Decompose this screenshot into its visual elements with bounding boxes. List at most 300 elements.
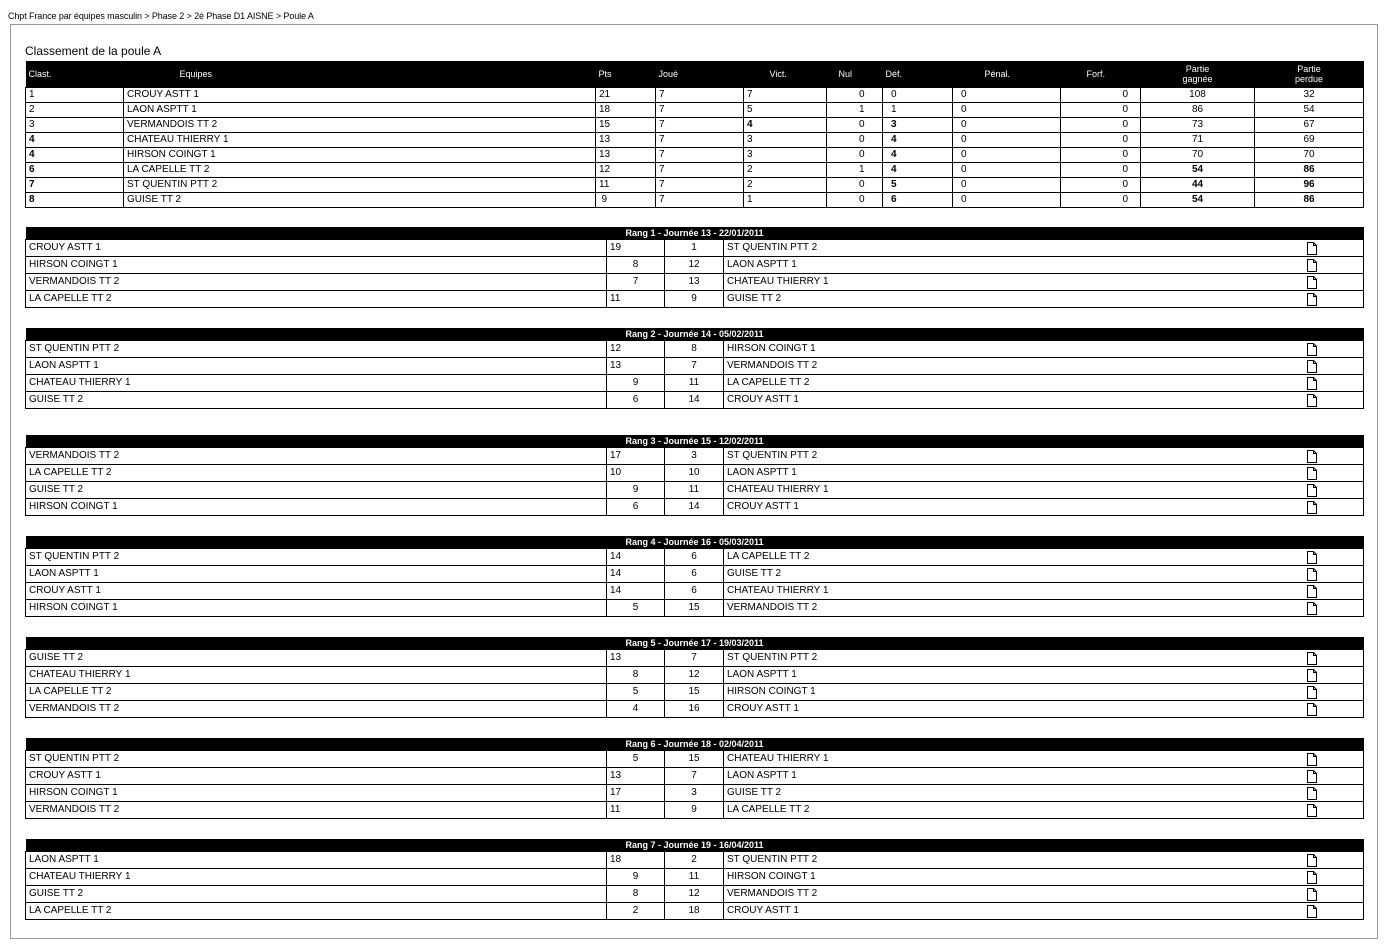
- match-row: [26, 583, 1364, 600]
- ranking-cell-def: 0: [883, 88, 953, 103]
- match-home-team: LA CAPELLE TT 2: [26, 465, 607, 482]
- document-icon[interactable]: [1307, 905, 1317, 918]
- match-home-score: 9: [607, 869, 665, 886]
- match-away-score: 16: [665, 701, 724, 718]
- match-home-score: 9: [607, 482, 665, 499]
- document-icon[interactable]: [1307, 501, 1317, 514]
- match-away-team: HIRSON COINGT 1: [724, 869, 1304, 886]
- match-sheet-cell: [1304, 802, 1364, 819]
- ranking-row: [26, 148, 1364, 163]
- match-sheet-cell: [1304, 274, 1364, 291]
- match-row: [26, 257, 1364, 274]
- ranking-cell-penal: 0: [953, 88, 1061, 103]
- match-row: [26, 768, 1364, 785]
- ranking-cell-def: 4: [883, 163, 953, 178]
- match-row: [26, 701, 1364, 718]
- round-header-row: [26, 839, 1364, 852]
- match-home-team: GUISE TT 2: [26, 482, 607, 499]
- ranking-cell-pts: 21: [596, 88, 656, 103]
- document-icon[interactable]: [1307, 770, 1317, 783]
- document-icon[interactable]: [1307, 360, 1317, 373]
- match-away-score: 1: [665, 240, 724, 257]
- match-home-score: 8: [607, 667, 665, 684]
- match-home-team: GUISE TT 2: [26, 650, 607, 667]
- breadcrumb: Chpt France par équipes masculin > Phase 2 > 2è Phase D1 AISNE > Poule A: [8, 11, 314, 21]
- round-header-row: [26, 328, 1364, 341]
- round-header-row: [26, 738, 1364, 751]
- round-table: [25, 227, 1364, 308]
- ranking-cell-def: 1: [883, 103, 953, 118]
- match-away-score: 9: [665, 802, 724, 819]
- ranking-row: [26, 163, 1364, 178]
- match-away-score: 15: [665, 751, 724, 768]
- document-icon[interactable]: [1307, 242, 1317, 255]
- header-partie-perdue-line1: Partie: [1297, 64, 1321, 74]
- match-away-score: 12: [665, 886, 724, 903]
- match-away-team: LAON ASPTT 1: [724, 667, 1304, 684]
- match-sheet-cell: [1304, 257, 1364, 274]
- match-row: [26, 240, 1364, 257]
- ranking-cell-forf: 0: [1061, 178, 1141, 193]
- match-home-score: 17: [607, 448, 665, 465]
- match-home-score: 14: [607, 583, 665, 600]
- match-home-team: LA CAPELLE TT 2: [26, 684, 607, 701]
- match-sheet-cell: [1304, 852, 1364, 869]
- ranking-cell-clast: 4: [26, 148, 124, 163]
- round-title: Rang 7 - Journée 19 - 16/04/2011: [26, 839, 1364, 852]
- ranking-cell-nul: 1: [827, 163, 883, 178]
- match-home-score: 5: [607, 600, 665, 617]
- header-partie-perdue-line2: perdue: [1294, 74, 1324, 84]
- match-sheet-cell: [1304, 903, 1364, 920]
- ranking-cell-vict: 3: [744, 148, 827, 163]
- match-home-score: 10: [607, 465, 665, 482]
- ranking-cell-vict: 7: [744, 88, 827, 103]
- match-row: [26, 600, 1364, 617]
- match-home-team: HIRSON COINGT 1: [26, 499, 607, 516]
- match-row: [26, 375, 1364, 392]
- ranking-cell-forf: 0: [1061, 148, 1141, 163]
- round-table: [25, 637, 1364, 718]
- match-away-team: LAON ASPTT 1: [724, 768, 1304, 785]
- round-title: Rang 4 - Journée 16 - 05/03/2011: [26, 536, 1364, 549]
- ranking-cell-forf: 0: [1061, 103, 1141, 118]
- ranking-cell-joue: 7: [656, 103, 744, 118]
- document-icon[interactable]: [1307, 585, 1317, 598]
- match-home-score: 7: [607, 274, 665, 291]
- match-home-team: CHATEAU THIERRY 1: [26, 869, 607, 886]
- ranking-cell-pg: 70: [1141, 148, 1255, 163]
- document-icon[interactable]: [1307, 551, 1317, 564]
- match-away-team: CROUY ASTT 1: [724, 392, 1304, 409]
- match-home-score: 18: [607, 852, 665, 869]
- match-home-score: 8: [607, 257, 665, 274]
- match-away-team: VERMANDOIS TT 2: [724, 358, 1304, 375]
- match-home-team: LAON ASPTT 1: [26, 852, 607, 869]
- ranking-cell-vict: 3: [744, 133, 827, 148]
- round-header-row: [26, 637, 1364, 650]
- document-icon[interactable]: [1307, 871, 1317, 884]
- match-row: [26, 802, 1364, 819]
- ranking-row: [26, 133, 1364, 148]
- match-home-score: 4: [607, 701, 665, 718]
- document-icon[interactable]: [1307, 753, 1317, 766]
- match-row: [26, 448, 1364, 465]
- ranking-cell-nul: 0: [827, 118, 883, 133]
- ranking-cell-team: CROUY ASTT 1: [124, 88, 596, 103]
- ranking-cell-penal: 0: [953, 193, 1061, 208]
- match-home-score: 13: [607, 768, 665, 785]
- ranking-cell-pg: 54: [1141, 163, 1255, 178]
- header-def: Déf.: [883, 61, 953, 88]
- header-penal: Pénal.: [953, 61, 1061, 88]
- round-table: [25, 738, 1364, 819]
- match-away-team: ST QUENTIN PTT 2: [724, 448, 1304, 465]
- ranking-row: [26, 178, 1364, 193]
- match-row: [26, 852, 1364, 869]
- match-sheet-cell: [1304, 358, 1364, 375]
- header-joue: Joué: [656, 61, 744, 88]
- match-home-team: HIRSON COINGT 1: [26, 785, 607, 802]
- match-away-score: 11: [665, 375, 724, 392]
- match-away-team: ST QUENTIN PTT 2: [724, 240, 1304, 257]
- match-sheet-cell: [1304, 549, 1364, 566]
- document-icon[interactable]: [1307, 602, 1317, 615]
- match-away-team: CHATEAU THIERRY 1: [724, 482, 1304, 499]
- match-away-score: 13: [665, 274, 724, 291]
- match-home-team: ST QUENTIN PTT 2: [26, 341, 607, 358]
- ranking-cell-team: GUISE TT 2: [124, 193, 596, 208]
- match-row: [26, 650, 1364, 667]
- match-away-team: CROUY ASTT 1: [724, 903, 1304, 920]
- match-sheet-cell: [1304, 392, 1364, 409]
- ranking-cell-penal: 0: [953, 133, 1061, 148]
- match-away-score: 7: [665, 358, 724, 375]
- ranking-cell-team: HIRSON COINGT 1: [124, 148, 596, 163]
- match-sheet-cell: [1304, 341, 1364, 358]
- ranking-cell-joue: 7: [656, 148, 744, 163]
- ranking-cell-pts: 13: [596, 133, 656, 148]
- ranking-cell-pp: 70: [1255, 148, 1364, 163]
- match-row: [26, 684, 1364, 701]
- ranking-cell-clast: 8: [26, 193, 124, 208]
- document-icon[interactable]: [1307, 804, 1317, 817]
- match-home-score: 8: [607, 886, 665, 903]
- ranking-cell-pg: 54: [1141, 193, 1255, 208]
- ranking-cell-pg: 44: [1141, 178, 1255, 193]
- round-header-row: [26, 536, 1364, 549]
- match-sheet-cell: [1304, 886, 1364, 903]
- ranking-cell-pg: 73: [1141, 118, 1255, 133]
- document-icon[interactable]: [1307, 854, 1317, 867]
- ranking-cell-pp: 54: [1255, 103, 1364, 118]
- match-away-score: 7: [665, 768, 724, 785]
- match-row: [26, 291, 1364, 308]
- match-row: [26, 482, 1364, 499]
- document-icon[interactable]: [1307, 259, 1317, 272]
- match-away-score: 2: [665, 852, 724, 869]
- round-table: [25, 839, 1364, 920]
- match-away-team: LA CAPELLE TT 2: [724, 375, 1304, 392]
- match-sheet-cell: [1304, 291, 1364, 308]
- match-away-team: CHATEAU THIERRY 1: [724, 583, 1304, 600]
- match-row: [26, 499, 1364, 516]
- match-away-team: LAON ASPTT 1: [724, 465, 1304, 482]
- ranking-cell-pts: 15: [596, 118, 656, 133]
- header-pts: Pts: [596, 61, 656, 88]
- match-home-team: VERMANDOIS TT 2: [26, 701, 607, 718]
- match-away-team: GUISE TT 2: [724, 785, 1304, 802]
- round-title: Rang 5 - Journée 17 - 19/03/2011: [26, 637, 1364, 650]
- ranking-cell-nul: 1: [827, 103, 883, 118]
- match-away-score: 14: [665, 392, 724, 409]
- match-away-team: CROUY ASTT 1: [724, 701, 1304, 718]
- ranking-cell-nul: 0: [827, 88, 883, 103]
- match-away-score: 12: [665, 257, 724, 274]
- match-home-team: LA CAPELLE TT 2: [26, 291, 607, 308]
- match-away-team: VERMANDOIS TT 2: [724, 600, 1304, 617]
- match-row: [26, 869, 1364, 886]
- document-icon[interactable]: [1307, 343, 1317, 356]
- round-table: [25, 328, 1364, 409]
- ranking-cell-def: 4: [883, 133, 953, 148]
- round-title: Rang 6 - Journée 18 - 02/04/2011: [26, 738, 1364, 751]
- ranking-cell-team: VERMANDOIS TT 2: [124, 118, 596, 133]
- ranking-cell-team: ST QUENTIN PTT 2: [124, 178, 596, 193]
- ranking-cell-pg: 86: [1141, 103, 1255, 118]
- match-row: [26, 549, 1364, 566]
- match-away-score: 10: [665, 465, 724, 482]
- match-away-team: CHATEAU THIERRY 1: [724, 274, 1304, 291]
- document-icon[interactable]: [1307, 888, 1317, 901]
- ranking-cell-pg: 71: [1141, 133, 1255, 148]
- ranking-cell-pp: 86: [1255, 163, 1364, 178]
- ranking-cell-pp: 67: [1255, 118, 1364, 133]
- ranking-row: [26, 193, 1364, 208]
- match-row: [26, 358, 1364, 375]
- match-away-score: 3: [665, 785, 724, 802]
- match-sheet-cell: [1304, 499, 1364, 516]
- match-sheet-cell: [1304, 448, 1364, 465]
- match-home-team: ST QUENTIN PTT 2: [26, 549, 607, 566]
- document-icon[interactable]: [1307, 568, 1317, 581]
- document-icon[interactable]: [1307, 669, 1317, 682]
- match-away-team: CROUY ASTT 1: [724, 499, 1304, 516]
- match-home-score: 19: [607, 240, 665, 257]
- ranking-cell-clast: 2: [26, 103, 124, 118]
- match-sheet-cell: [1304, 768, 1364, 785]
- match-sheet-cell: [1304, 869, 1364, 886]
- ranking-cell-vict: 1: [744, 193, 827, 208]
- match-away-score: 12: [665, 667, 724, 684]
- ranking-cell-pts: 11: [596, 178, 656, 193]
- document-icon[interactable]: [1307, 467, 1317, 480]
- match-home-score: 12: [607, 341, 665, 358]
- match-away-score: 11: [665, 482, 724, 499]
- ranking-cell-joue: 7: [656, 193, 744, 208]
- match-row: [26, 751, 1364, 768]
- round-title: Rang 2 - Journée 14 - 05/02/2011: [26, 328, 1364, 341]
- round-table: [25, 435, 1364, 516]
- document-icon[interactable]: [1307, 276, 1317, 289]
- ranking-cell-pp: 32: [1255, 88, 1364, 103]
- match-away-score: 15: [665, 600, 724, 617]
- ranking-cell-pp: 96: [1255, 178, 1364, 193]
- document-icon[interactable]: [1307, 703, 1317, 716]
- ranking-cell-joue: 7: [656, 133, 744, 148]
- ranking-cell-clast: 6: [26, 163, 124, 178]
- document-icon[interactable]: [1307, 394, 1317, 407]
- ranking-cell-pts: 9: [596, 193, 656, 208]
- document-icon[interactable]: [1307, 377, 1317, 390]
- match-home-team: LA CAPELLE TT 2: [26, 903, 607, 920]
- match-row: [26, 785, 1364, 802]
- match-row: [26, 274, 1364, 291]
- match-home-team: CROUY ASTT 1: [26, 768, 607, 785]
- ranking-cell-nul: 0: [827, 193, 883, 208]
- match-sheet-cell: [1304, 375, 1364, 392]
- ranking-cell-pts: 12: [596, 163, 656, 178]
- match-away-score: 15: [665, 684, 724, 701]
- header-partie-gagnee-line1: Partie: [1185, 64, 1210, 74]
- match-away-team: ST QUENTIN PTT 2: [724, 852, 1304, 869]
- ranking-cell-clast: 3: [26, 118, 124, 133]
- ranking-cell-clast: 4: [26, 133, 124, 148]
- match-away-team: GUISE TT 2: [724, 291, 1304, 308]
- match-sheet-cell: [1304, 240, 1364, 257]
- ranking-cell-forf: 0: [1061, 163, 1141, 178]
- ranking-cell-vict: 2: [744, 178, 827, 193]
- match-away-team: LA CAPELLE TT 2: [724, 549, 1304, 566]
- match-sheet-cell: [1304, 583, 1364, 600]
- match-home-team: VERMANDOIS TT 2: [26, 802, 607, 819]
- document-icon[interactable]: [1307, 652, 1317, 665]
- document-icon[interactable]: [1307, 293, 1317, 306]
- ranking-cell-pts: 18: [596, 103, 656, 118]
- match-away-team: GUISE TT 2: [724, 566, 1304, 583]
- match-row: [26, 341, 1364, 358]
- ranking-cell-joue: 7: [656, 163, 744, 178]
- match-away-score: 11: [665, 869, 724, 886]
- ranking-cell-team: LA CAPELLE TT 2: [124, 163, 596, 178]
- match-away-team: HIRSON COINGT 1: [724, 341, 1304, 358]
- match-home-team: ST QUENTIN PTT 2: [26, 751, 607, 768]
- ranking-cell-vict: 5: [744, 103, 827, 118]
- ranking-cell-def: 5: [883, 178, 953, 193]
- ranking-cell-forf: 0: [1061, 88, 1141, 103]
- match-home-score: 11: [607, 291, 665, 308]
- ranking-cell-pp: 69: [1255, 133, 1364, 148]
- ranking-cell-penal: 0: [953, 178, 1061, 193]
- ranking-cell-joue: 7: [656, 118, 744, 133]
- match-away-team: ST QUENTIN PTT 2: [724, 650, 1304, 667]
- ranking-cell-nul: 0: [827, 178, 883, 193]
- ranking-cell-joue: 7: [656, 178, 744, 193]
- header-partie-gagnee: [1141, 61, 1255, 88]
- ranking-table: [25, 61, 1364, 208]
- match-away-score: 7: [665, 650, 724, 667]
- match-away-score: 6: [665, 549, 724, 566]
- match-away-team: LA CAPELLE TT 2: [724, 802, 1304, 819]
- match-home-team: CHATEAU THIERRY 1: [26, 375, 607, 392]
- ranking-row: [26, 103, 1364, 118]
- ranking-cell-penal: 0: [953, 163, 1061, 178]
- round-table: [25, 536, 1364, 617]
- document-icon[interactable]: [1307, 450, 1317, 463]
- ranking-cell-penal: 0: [953, 103, 1061, 118]
- match-away-score: 6: [665, 566, 724, 583]
- match-row: [26, 886, 1364, 903]
- match-sheet-cell: [1304, 701, 1364, 718]
- match-home-team: HIRSON COINGT 1: [26, 257, 607, 274]
- document-icon[interactable]: [1307, 787, 1317, 800]
- ranking-title: Classement de la poule A: [25, 44, 162, 58]
- match-sheet-cell: [1304, 600, 1364, 617]
- match-row: [26, 465, 1364, 482]
- ranking-cell-penal: 0: [953, 148, 1061, 163]
- match-away-team: LAON ASPTT 1: [724, 257, 1304, 274]
- ranking-cell-def: 6: [883, 193, 953, 208]
- match-home-score: 6: [607, 499, 665, 516]
- ranking-cell-nul: 0: [827, 133, 883, 148]
- match-home-team: CROUY ASTT 1: [26, 583, 607, 600]
- match-home-score: 9: [607, 375, 665, 392]
- match-sheet-cell: [1304, 465, 1364, 482]
- header-partie-perdue: [1255, 61, 1364, 88]
- ranking-cell-forf: 0: [1061, 133, 1141, 148]
- ranking-cell-def: 4: [883, 148, 953, 163]
- ranking-cell-team: LAON ASPTT 1: [124, 103, 596, 118]
- header-partie-gagnee-line2: gagnée: [1182, 74, 1213, 84]
- header-nul: Nul: [827, 61, 883, 88]
- match-home-team: VERMANDOIS TT 2: [26, 448, 607, 465]
- match-home-score: 6: [607, 392, 665, 409]
- ranking-row: [26, 88, 1364, 103]
- match-sheet-cell: [1304, 751, 1364, 768]
- document-icon[interactable]: [1307, 484, 1317, 497]
- match-home-score: 2: [607, 903, 665, 920]
- ranking-cell-pp: 86: [1255, 193, 1364, 208]
- match-away-team: HIRSON COINGT 1: [724, 684, 1304, 701]
- header-vict: Vict.: [744, 61, 827, 88]
- ranking-cell-joue: 7: [656, 88, 744, 103]
- match-sheet-cell: [1304, 566, 1364, 583]
- match-home-team: CHATEAU THIERRY 1: [26, 667, 607, 684]
- match-sheet-cell: [1304, 482, 1364, 499]
- match-away-score: 3: [665, 448, 724, 465]
- match-home-score: 13: [607, 358, 665, 375]
- ranking-cell-pts: 13: [596, 148, 656, 163]
- round-title: Rang 1 - Journée 13 - 22/01/2011: [26, 227, 1364, 240]
- round-header-row: [26, 227, 1364, 240]
- ranking-cell-forf: 0: [1061, 193, 1141, 208]
- match-home-team: GUISE TT 2: [26, 886, 607, 903]
- document-icon[interactable]: [1307, 686, 1317, 699]
- match-away-score: 18: [665, 903, 724, 920]
- match-home-team: LAON ASPTT 1: [26, 566, 607, 583]
- match-row: [26, 566, 1364, 583]
- match-home-team: VERMANDOIS TT 2: [26, 274, 607, 291]
- match-home-team: GUISE TT 2: [26, 392, 607, 409]
- header-clast: Clast.: [26, 61, 124, 88]
- match-home-score: 5: [607, 751, 665, 768]
- match-home-team: LAON ASPTT 1: [26, 358, 607, 375]
- match-away-score: 6: [665, 583, 724, 600]
- ranking-cell-vict: 2: [744, 163, 827, 178]
- header-equipes: Equipes: [124, 61, 596, 88]
- ranking-header-row: [26, 61, 1364, 88]
- ranking-cell-penal: 0: [953, 118, 1061, 133]
